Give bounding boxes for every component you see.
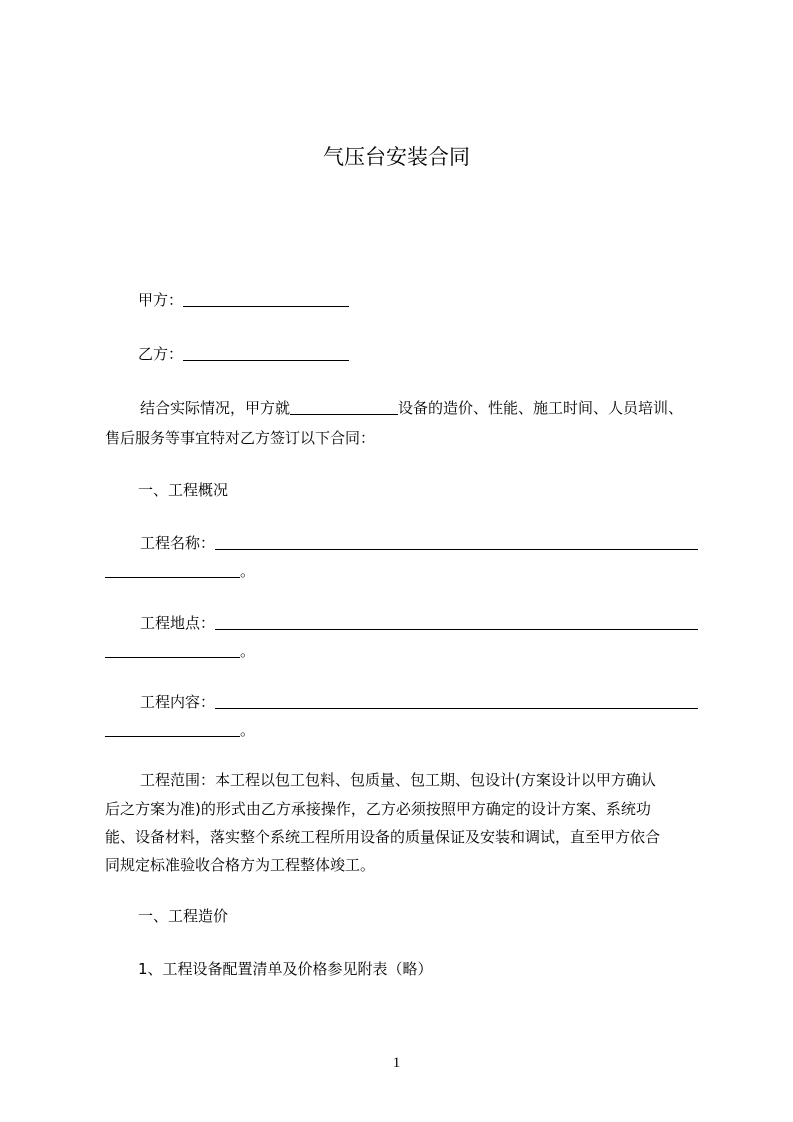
party-b-label: 乙方： xyxy=(138,345,184,363)
scope-line-3: 能、设备材料，落实整个系统工程所用设备的质量保证及安装和调试，直至甲方依合 xyxy=(105,828,661,846)
intro-text-1: 结合实际情况，甲方就 xyxy=(140,399,291,417)
scope-line-2: 后之方案为准)的形式由乙方承接操作，乙方必须按照甲方确定的设计方案、系统功 xyxy=(105,800,651,818)
project-content-blank xyxy=(215,693,698,709)
project-location-blank-2 xyxy=(105,642,240,658)
project-location-label: 工程地点： xyxy=(140,614,216,632)
project-name-blank-2 xyxy=(105,562,240,578)
project-location-line-2 xyxy=(105,641,255,661)
period-mark: 。 xyxy=(240,721,256,739)
equipment-blank xyxy=(290,399,398,415)
party-b-line xyxy=(138,344,349,364)
document-title: 气压台安装合同 xyxy=(323,145,470,169)
project-name-label: 工程名称： xyxy=(140,534,216,552)
period-mark: 。 xyxy=(240,642,256,660)
project-name-blank xyxy=(215,534,698,550)
project-content-line xyxy=(140,692,698,712)
project-content-label: 工程内容： xyxy=(140,693,216,711)
scope-line-1: 工程范围：本工程以包工包料、包质量、包工期、包设计(方案设计以甲方确认 xyxy=(140,771,656,789)
party-a-blank xyxy=(183,291,349,307)
project-name-line-2 xyxy=(105,561,255,581)
project-location-line xyxy=(140,613,698,633)
section2-heading: 一、工程造价 xyxy=(138,907,229,925)
intro-line-1 xyxy=(140,398,683,418)
section1-heading: 一、工程概况 xyxy=(138,481,229,499)
scope-line-4: 同规定标准验收合格方为工程整体竣工。 xyxy=(105,856,376,874)
period-mark: 。 xyxy=(240,562,256,580)
project-content-line-2 xyxy=(105,720,255,740)
item-1: 1、工程设备配置清单及价格参见附表（略） xyxy=(138,960,433,978)
party-b-blank xyxy=(183,345,349,361)
project-name-line xyxy=(140,533,698,553)
intro-line-2: 售后服务等事宜特对乙方签订以下合同： xyxy=(105,429,376,447)
project-location-blank xyxy=(215,614,698,630)
page-number: 1 xyxy=(392,1055,401,1071)
project-content-blank-2 xyxy=(105,721,240,737)
party-a-line xyxy=(138,290,349,310)
intro-text-2: 设备的造价、性能、施工时间、人员培训、 xyxy=(398,399,684,417)
party-a-label: 甲方： xyxy=(138,291,184,309)
